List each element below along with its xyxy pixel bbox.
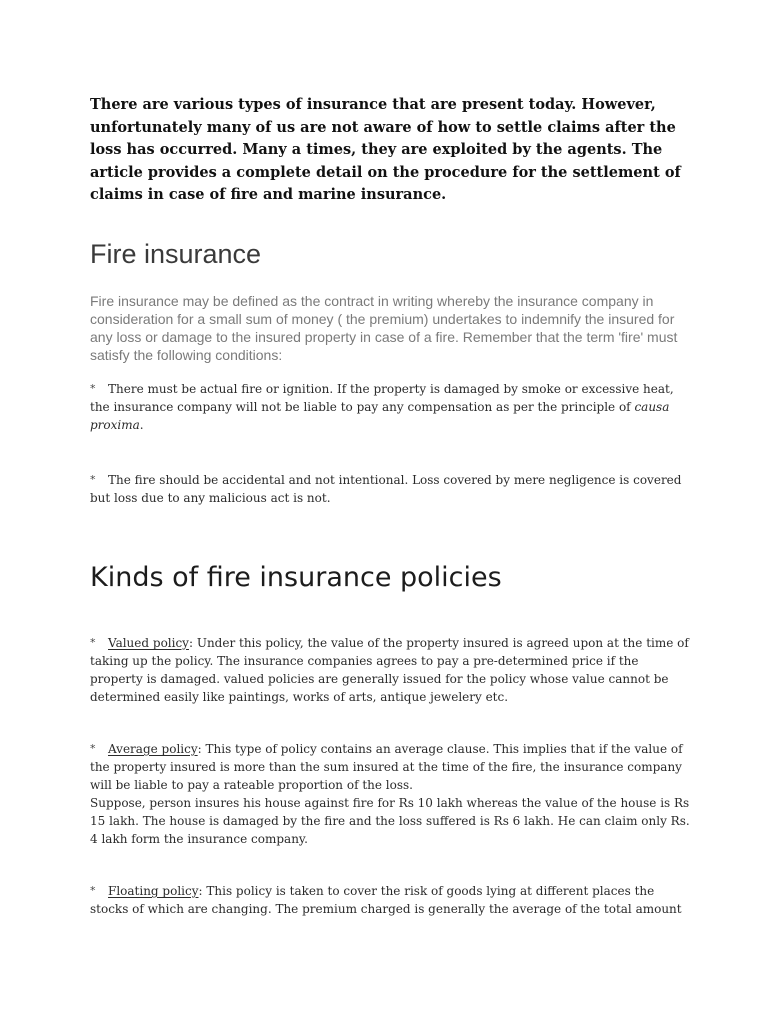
policy-name-valued: Valued policy [108, 636, 189, 650]
policy-description: : This type of policy contains an average clause. This implies that if the value of the property insured is more than the sum insured at the time of the fire, the insurance company will be liable to pay a rateable proportion of the loss. [90, 742, 683, 792]
condition-tail: . [139, 418, 144, 432]
bullet-star-icon: * [90, 742, 96, 755]
policy-example: Suppose, person insures his house against fire for Rs 10 lakh whereas the value of the house is Rs 15 lakh. The house is damaged by the fire and the loss suffered is Rs 6 lakh. He can claim only Rs. 4 lakh form the insurance company. [90, 796, 690, 846]
policy-name-floating: Floating policy [108, 884, 199, 898]
bullet-star-icon: * [90, 636, 96, 649]
policy-valued [90, 634, 690, 706]
bullet-star-icon: * [90, 473, 96, 486]
condition-text: There must be actual fire or ignition. If the property is damaged by smoke or excessive heat, the insurance company will not be liable to pay any compensation as per the principle of [90, 382, 674, 414]
policy-description: : Under this policy, the value of the property insured is agreed upon at the time of taking up the policy. The insurance companies agrees to pay a pre-determined price if the property is damaged. valued policies are generally issued for the policy whose value cannot be determined easily like paintings, works of arts, antique jewelery etc. [90, 636, 689, 704]
condition-accidental-fire [90, 471, 690, 507]
condition-actual-fire [90, 380, 690, 434]
kinds-of-policies-heading: Kinds of fire insurance policies [90, 562, 502, 593]
condition-text: The fire should be accidental and not intentional. Loss covered by mere negligence is covered but loss due to any malicious act is not. [90, 473, 682, 505]
fire-insurance-heading: Fire insurance [90, 239, 262, 269]
policy-name-average: Average policy [108, 742, 198, 756]
policy-floating [90, 882, 690, 918]
policy-description: : This policy is taken to cover the risk of goods lying at different places the stocks of which are changing. The premium charged is generally the average of the total amount [90, 884, 682, 916]
condition-italic-term: causa proxima [90, 400, 670, 432]
fire-insurance-definition: Fire insurance may be defined as the contract in writing whereby the insurance company in consideration for a small sum of money ( the premium) undertakes to indemnify the insured for any loss or damage to the insured property in case of a fire. Remember that the term 'fire' must satisfy the following conditions: [90, 293, 678, 363]
intro-paragraph: There are various types of insurance that are present today. However, unfortunately many of us are not aware of how to settle claims after the loss has occurred. Many a times, they are exploited by the agents. The article provides a complete detail on the procedure for the settlement of claims in case of fire and marine insurance. [90, 96, 681, 203]
bullet-star-icon: * [90, 884, 96, 897]
policy-average [90, 740, 690, 848]
bullet-star-icon: * [90, 382, 96, 395]
